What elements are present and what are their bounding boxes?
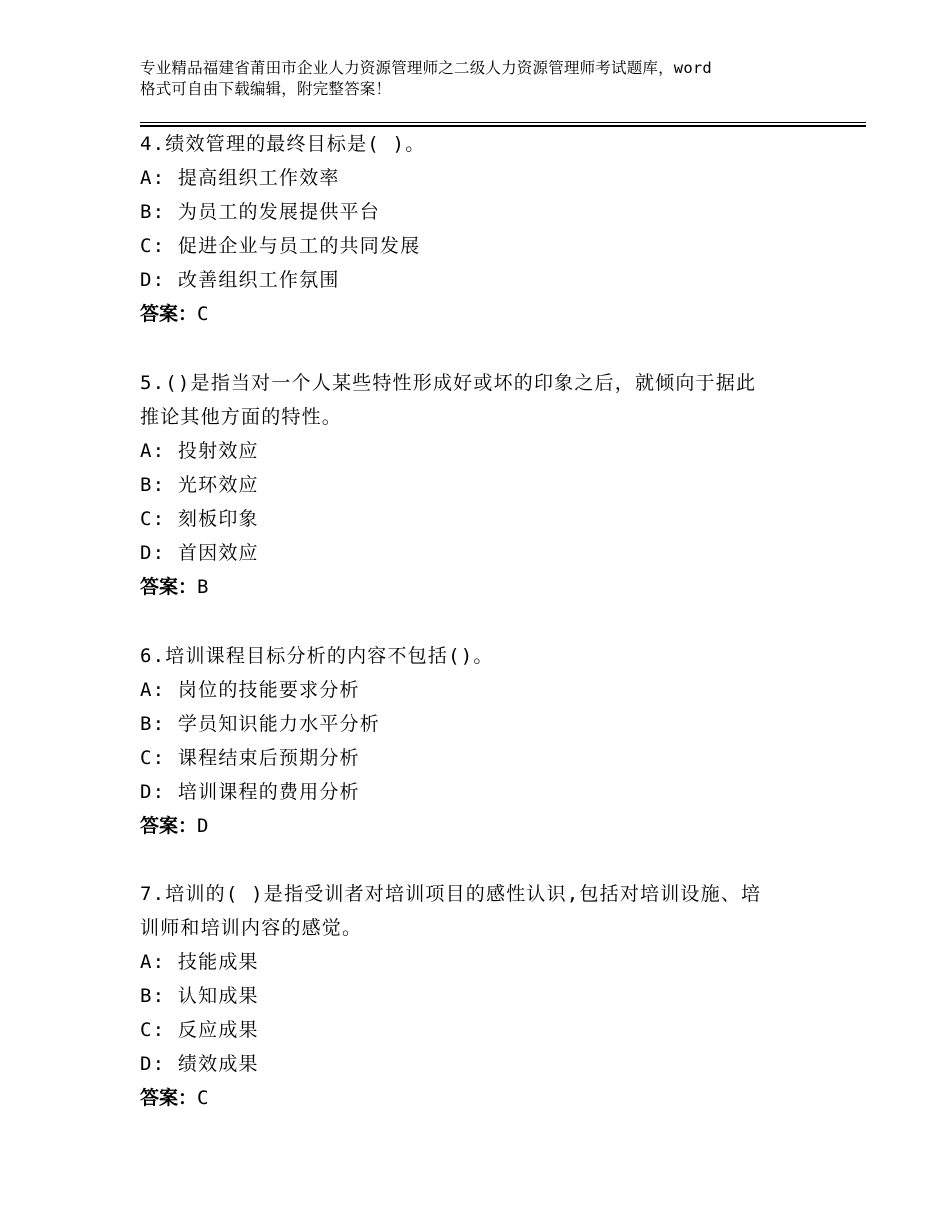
answer-line [140, 570, 820, 604]
answer-label: 答案： [140, 576, 198, 598]
option-c: C: 课程结束后预期分析 [140, 747, 360, 769]
answer-label: 答案： [140, 1087, 198, 1109]
option-b: B: 光环效应 [140, 474, 259, 496]
option-b: B: 认知成果 [140, 985, 259, 1007]
question-stem [140, 639, 820, 673]
option-a: A: 岗位的技能要求分析 [140, 679, 360, 701]
option-d: D: 改善组织工作氛围 [140, 269, 340, 291]
answer-value: B [197, 576, 209, 598]
answer-value: C [197, 1087, 209, 1109]
question-stem-line: 推论其他方面的特性。 [140, 406, 343, 428]
answer-label: 答案： [140, 303, 198, 325]
question-block [140, 639, 820, 843]
option-c: C: 反应成果 [140, 1019, 259, 1041]
answer-line [140, 297, 820, 331]
question-stem-line: 4.绩效管理的最终目标是( )。 [140, 133, 426, 155]
option-c: C: 刻板印象 [140, 508, 259, 530]
question-stem [140, 366, 820, 434]
header-line-2: 格式可自由下载编辑，附完整答案！ [140, 80, 392, 98]
document-header [140, 58, 830, 100]
question-block [140, 366, 820, 604]
option-a: A: 投射效应 [140, 440, 259, 462]
option-d: D: 绩效成果 [140, 1053, 259, 1075]
question-stem [140, 877, 820, 945]
answer-value: C [197, 303, 209, 325]
option-b: B: 学员知识能力水平分析 [140, 713, 380, 735]
question-block [140, 877, 820, 1115]
option-d: D: 首因效应 [140, 542, 259, 564]
answer-line [140, 809, 820, 843]
question-stem [140, 127, 820, 161]
question-stem-line: 5.()是指当对一个人某些特性形成好或坏的印象之后，就倾向于据此 [140, 372, 757, 394]
option-a: A: 提高组织工作效率 [140, 167, 340, 189]
option-c: C: 促进企业与员工的共同发展 [140, 235, 421, 257]
answer-label: 答案： [140, 815, 198, 837]
question-block [140, 127, 820, 331]
option-a: A: 技能成果 [140, 951, 259, 973]
header-line-1: 专业精品福建省莆田市企业人力资源管理师之二级人力资源管理师考试题库，word [140, 59, 712, 77]
option-b: B: 为员工的发展提供平台 [140, 201, 380, 223]
question-stem-line: 训师和培训内容的感觉。 [140, 917, 363, 939]
answer-value: D [197, 815, 209, 837]
header-divider-thin [140, 122, 866, 123]
answer-line [140, 1081, 820, 1115]
question-stem-line: 7.培训的( )是指受训者对培训项目的感性认识,包括对培训设施、培 [140, 883, 762, 905]
question-stem-line: 6.培训课程目标分析的内容不包括()。 [140, 645, 494, 667]
option-d: D: 培训课程的费用分析 [140, 781, 360, 803]
